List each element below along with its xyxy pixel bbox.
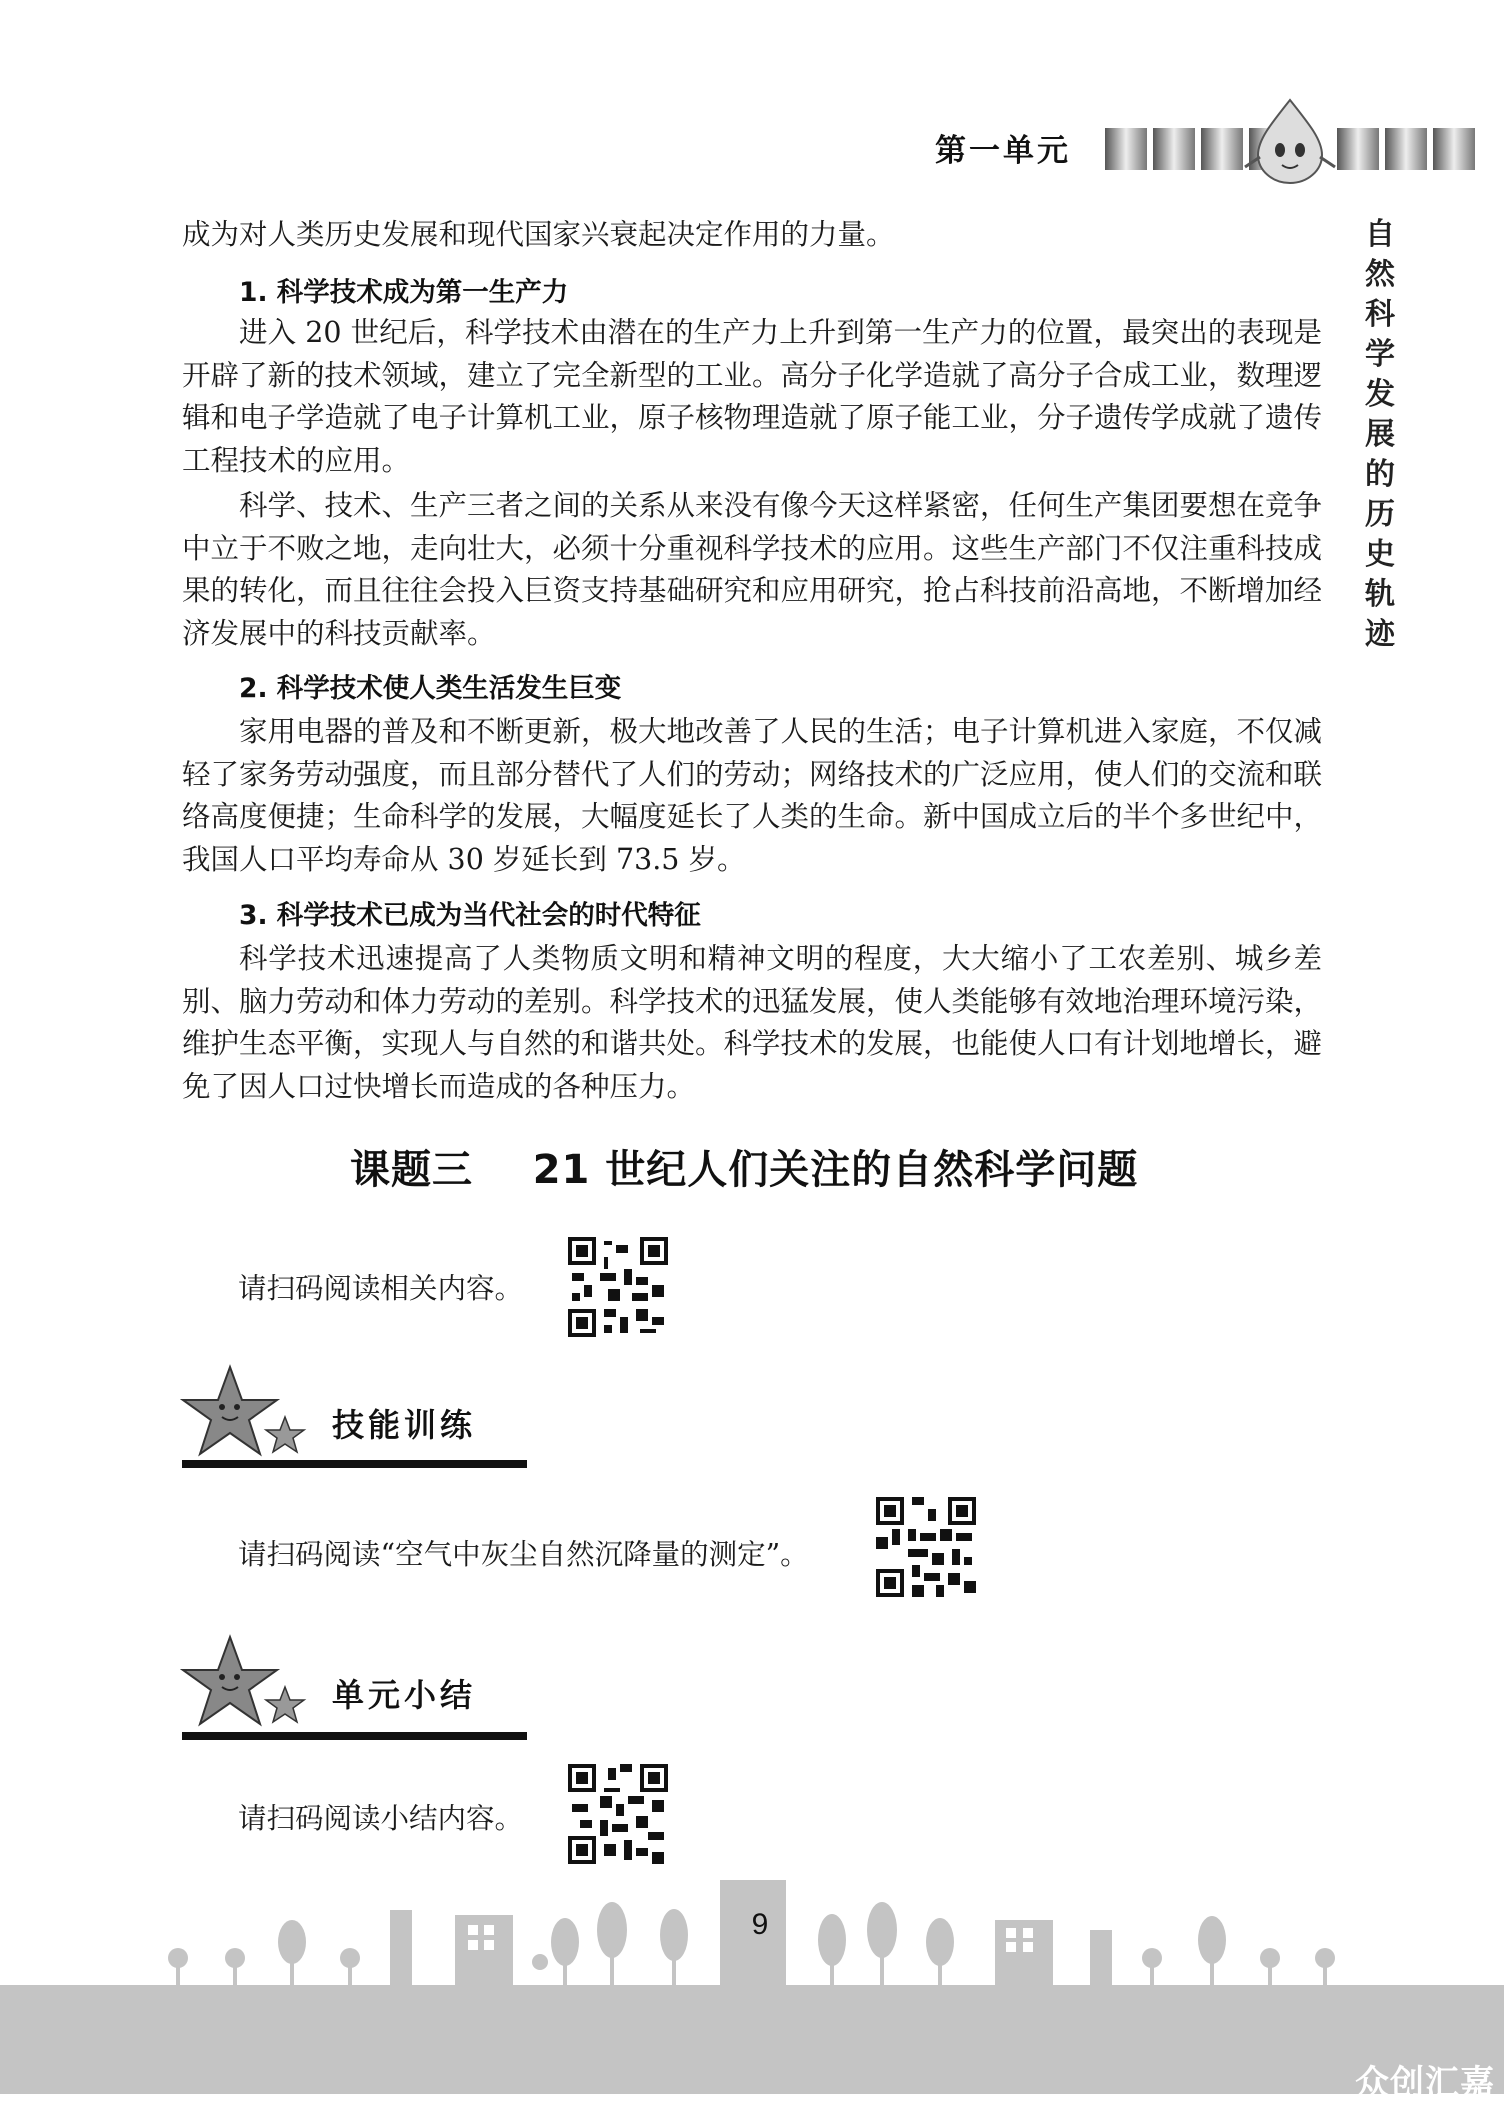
summary-title: 单元小结 — [332, 1676, 477, 1714]
skills-underline — [182, 1460, 527, 1468]
paragraph-2: 科学、技术、生产三者之间的关系从来没有像今天这样紧密，任何生产集团要想在竞争中立于不败之地，走向壮大，必须十分重视科学技术的应用。这些生产部门不仅注重科技成果的转化，而且往往会投入巨资支持基础研究和应用研究，抢占科技前沿高地，不断增加经济发展中的科技贡献率。 — [182, 489, 1323, 650]
starfish-mascot-icon — [180, 1362, 320, 1462]
skills-scan-text: 请扫码阅读“空气中灰尘自然沉降量的测定”。 — [238, 1538, 809, 1571]
footer-city-skyline — [0, 1870, 1504, 2094]
paragraph-3: 家用电器的普及和不断更新，极大地改善了人民的生活；电子计算机进入家庭，不仅减轻了家务劳动强度，而且部分替代了人们的劳动；网络技术的广泛应用，使人们的交流和联络高度便捷；生命科学的发展，大幅度延长了人类的生命。新中国成立后的半个多世纪中，我国人口平均寿命从 30 岁延长到 73.5 岁。 — [182, 715, 1323, 876]
intro-paragraph: 成为对人类历史发展和现代国家兴衰起决定作用的力量。 — [182, 218, 895, 251]
lesson-qr-code-icon[interactable] — [568, 1237, 668, 1337]
water-drop-mascot-icon — [1240, 95, 1340, 185]
summary-underline — [182, 1732, 527, 1740]
heading-2: 2. 科学技术使人类生活发生巨变 — [239, 673, 622, 704]
skills-qr-code-icon[interactable] — [876, 1497, 976, 1597]
summary-scan-text: 请扫码阅读小结内容。 — [238, 1802, 524, 1835]
lesson-scan-text: 请扫码阅读相关内容。 — [238, 1272, 524, 1305]
side-vertical-title: 自然科学发展的历史轨迹 — [1365, 217, 1395, 652]
paragraph-1: 进入 20 世纪后，科学技术由潜在的生产力上升到第一生产力的位置，最突出的表现是开辟了新的技术领域，建立了完全新型的工业。高分子化学造就了高分子合成工业，数理逻辑和电子学造就了电子计算机工业，原子核物理造就了原子能工业，分子遗传学成就了遗传工程技术的应用。 — [182, 316, 1323, 477]
skills-title: 技能训练 — [332, 1406, 477, 1444]
summary-qr-code-icon[interactable] — [568, 1764, 668, 1864]
heading-3: 3. 科学技术已成为当代社会的时代特征 — [239, 900, 701, 931]
watermark-text: 众创汇嘉 — [1355, 2063, 1495, 2103]
lesson-title: 课题三 21 世纪人们关注的自然科学问题 — [350, 1147, 1139, 1193]
paragraph-4: 科学技术迅速提高了人类物质文明和精神文明的程度，大大缩小了工农差别、城乡差别、脑力劳动和体力劳动的差别。科学技术的迅猛发展，使人类能够有效地治理环境污染，维护生态平衡，实现人与自然的和谐共处。科学技术的发展，也能使人口有计划地增长，避免了因人口过快增长而造成的各种压力。 — [182, 942, 1323, 1103]
unit-title: 第一单元 — [935, 133, 1071, 169]
heading-1: 1. 科学技术成为第一生产力 — [239, 277, 569, 308]
page-number: 9 — [751, 1908, 769, 1941]
starfish-mascot-icon — [180, 1632, 320, 1732]
